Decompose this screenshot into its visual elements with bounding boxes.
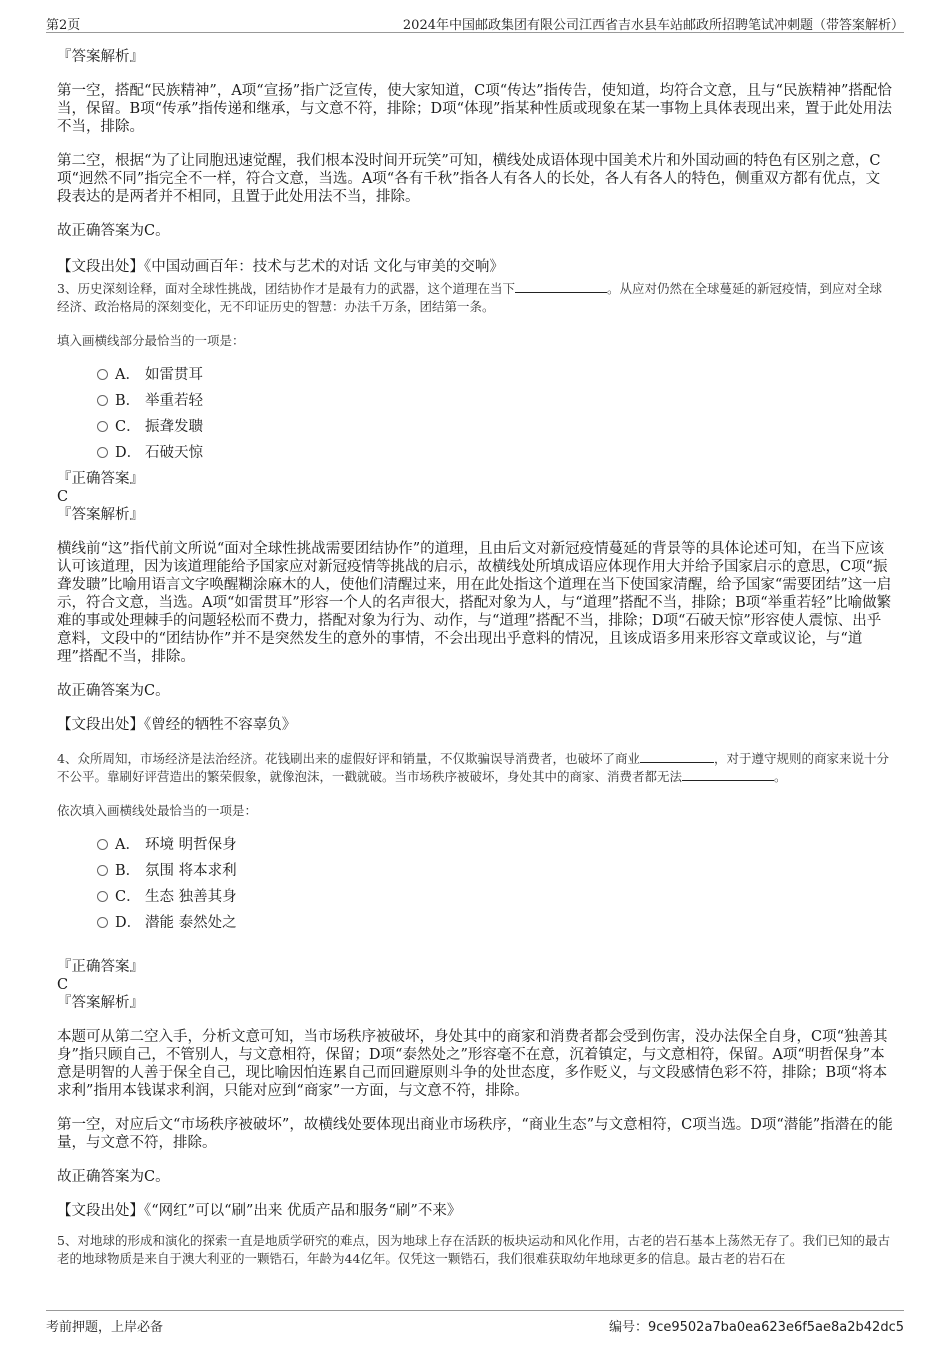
- q4-option-d[interactable]: D． 潜能 泰然处之: [97, 910, 893, 936]
- q4-option-a[interactable]: A． 环境 明哲保身: [97, 832, 893, 858]
- q3-conclusion: 故正确答案为C。: [57, 683, 170, 699]
- q2-analysis-label: 『答案解析』: [57, 49, 144, 65]
- q4-options: [97, 832, 893, 936]
- q4-answer-label: 『正确答案』: [57, 959, 144, 975]
- q4-source: 【文段出处】《“网红”可以“刷”出来 优质产品和服务“刷”不来》: [57, 1203, 462, 1219]
- q4-conclusion: 故正确答案为C。: [57, 1169, 170, 1185]
- q4-answer: C: [57, 977, 69, 993]
- q2-analysis-p1: 第一空，搭配“民族精神”，A项“宣扬”指广泛宣传，使大家知道，C项“传达”指传告，使知道，均符合文意，且与“民族精神”搭配恰当，保留。B项“传承”指传递和继承，与文意不符，排除；D项“体现”指某种性质或现象在某一事物上具体表现出来，置于此处用法不当，排除。: [57, 83, 892, 135]
- q3-stem: 3、历史深刻诠释，面对全球性挑战，团结协作才是最有力的武器，这个道理在当下 。从应对仍然在全球蔓延的新冠疫情，到应对全球经济、政治格局的深刻变化，无不印证历史的智慧：办法千万条，团结第一条。: [57, 281, 882, 314]
- q4-analysis-p1: 本题可从第二空入手，分析文意可知，当市场秩序被破坏，身处其中的商家和消费者都会受到伤害，没办法保全自身，C项“独善其身”指只顾自己，不管别人，与文意相符，保留；D项“泰然处之”形容毫不在意，沉着镇定，与文意相符，保留。A项“明哲保身”本意是明智的人善于保全自己，现比喻因怕连累自己而回避原则斗争的处世态度，多作贬义，与文段感情色彩不符，排除；B项“将本求利”指用本钱谋求利润，只能对应到“商家”一方面，与文意不符，排除。: [57, 1029, 888, 1099]
- page-header: [46, 12, 904, 33]
- radio-icon[interactable]: [97, 891, 108, 902]
- q3-answer: C: [57, 489, 69, 505]
- q4-prompt: 依次填入画横线处最恰当的一项是：: [57, 803, 258, 818]
- document-title: 2024年中国邮政集团有限公司江西省吉水县车站邮政所招聘笔试冲刺题（带答案解析）: [402, 18, 904, 33]
- q4-analysis-label: 『答案解析』: [57, 995, 144, 1011]
- q3-blank: [515, 280, 607, 293]
- q2-source: 【文段出处】《中国动画百年：技术与艺术的对话 文化与审美的交响》: [57, 259, 504, 275]
- q5-stem: 5、对地球的形成和演化的探索一直是地质学研究的难点，因为地球上存在活跃的板块运动和风化作用，古老的岩石基本上荡然无存了。我们已知的最古老的地球物质是来自于澳大利亚的一颗锆石，年龄为44亿年。仅凭这一颗锆石，我们很难获取幼年地球更多的信息。最古老的岩石在: [57, 1233, 890, 1266]
- q3-option-b[interactable]: B． 举重若轻: [97, 388, 893, 414]
- q4-analysis-p2: 第一空，对应后文“市场秩序被破坏”，故横线处要体现出商业市场秩序，“商业生态”与文意相符，C项当选。D项“潜能”指潜在的能量，与文意不符，排除。: [57, 1117, 893, 1151]
- q4-blank-1: [640, 750, 714, 763]
- q3-option-a[interactable]: A． 如雷贯耳: [97, 362, 893, 388]
- q3-option-c[interactable]: C． 振聋发聩: [97, 414, 893, 440]
- footer-slogan: 考前押题，上岸必备: [46, 1320, 164, 1335]
- q4-option-b[interactable]: B． 氛围 将本求利: [97, 858, 893, 884]
- q4-stem: 4、众所周知，市场经济是法治经济。花钱刷出来的虚假好评和销量，不仅欺骗误导消费者，也破坏了商业 ，对于遵守规则的商家来说十分不公平。靠刷好评营造出的繁荣假象，就像泡沫，一戳就破。当市场秩序被破坏，身处其中的商家、消费者都无法 。: [57, 751, 889, 784]
- radio-icon[interactable]: [97, 395, 108, 406]
- q3-analysis: 横线前“这”指代前文所说“面对全球性挑战需要团结协作”的道理，且由后文对新冠疫情蔓延的背景等的具体论述可知，在当下应该认可该道理，因为该道理能给予国家应对新冠疫情等挑战的启示，故横线处所填成语应体现作用大并给予国家启示的意思，C项“振聋发聩”比喻用语言文字唤醒糊涂麻木的人，使他们清醒过来，用在此处指这个道理在当下使国家清醒，给予国家“需要团结”这一启示，符合文意，当选。A项“如雷贯耳”形容一个人的名声很大，搭配对象为人，与“道理”搭配不当，排除；B项“举重若轻”比喻做繁难的事或处理棘手的问题轻松而不费力，搭配对象为行为、动作，与“道理”搭配不当，排除；D项“石破天惊”形容使人震惊、出乎意料，文段中的“团结协作”并不是突然发生的意外的事情，不会出现出乎意料的情况，且该成语多用来形容文章或议论，与“道理”搭配不当，排除。: [57, 541, 892, 665]
- q3-prompt: 填入画横线部分最恰当的一项是：: [57, 333, 245, 348]
- radio-icon[interactable]: [97, 369, 108, 380]
- q3-options: [97, 362, 893, 466]
- page-number: 第2页: [46, 18, 81, 33]
- q3-source: 【文段出处】《曾经的牺牲不容辜负》: [57, 717, 297, 733]
- q3-answer-label: 『正确答案』: [57, 471, 144, 487]
- q4-option-c[interactable]: C． 生态 独善其身: [97, 884, 893, 910]
- q4-blank-2: [682, 768, 774, 781]
- q3-option-d[interactable]: D． 石破天惊: [97, 440, 893, 466]
- radio-icon[interactable]: [97, 421, 108, 432]
- q3-analysis-label: 『答案解析』: [57, 507, 144, 523]
- radio-icon[interactable]: [97, 447, 108, 458]
- radio-icon[interactable]: [97, 865, 108, 876]
- q2-analysis-p2: 第二空，根据“为了让同胞迅速觉醒，我们根本没时间开玩笑”可知，横线处成语体现中国美术片和外国动画的特色有区别之意，C项“迥然不同”指完全不一样，符合文意，当选。A项“各有千秋”指各人有各人的长处，各人有各人的特色，侧重双方都有优点，文段表达的是两者并不相同，且置于此处用法不当，排除。: [57, 153, 881, 205]
- q2-conclusion: 故正确答案为C。: [57, 223, 170, 239]
- footer-serial: 编号：9ce9502a7ba0ea623e6f5ae8a2b42dc5: [608, 1320, 904, 1335]
- radio-icon[interactable]: [97, 839, 108, 850]
- document-body: [57, 44, 893, 1268]
- page-footer: [46, 1310, 904, 1333]
- radio-icon[interactable]: [97, 917, 108, 928]
